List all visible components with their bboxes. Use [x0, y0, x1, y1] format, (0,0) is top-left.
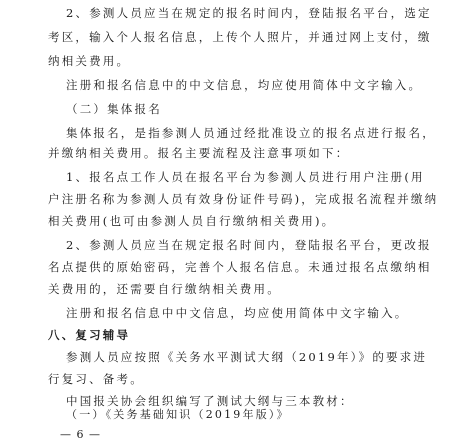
paragraph-line: 相关费用(也可由参测人员自行缴纳相关费用)。 — [48, 214, 336, 228]
paragraph-line: 1、报名点工作人员在报名平台为参测人员进行用户注册(用 — [66, 170, 425, 184]
section-heading: （二）集体报名 — [66, 102, 162, 116]
paragraph-line: 关费用的，还需要自行缴纳相关费用。 — [48, 282, 281, 296]
paragraph-line: 参测人员应按照《关务水平测试大纲（2019年）》的要求进 — [66, 350, 428, 364]
page-number: — 6 — — [60, 428, 101, 441]
paragraph-line: 考区，输入个人报名信息，上传个人照片，并通过网上支付，缴 — [48, 30, 432, 44]
paragraph-line: 名点提供的原始密码，完善个人报名信息。未通过报名点缴纳相 — [48, 260, 432, 274]
paragraph-line: 注册和报名信息中中文信息，均应使用简体中文字输入。 — [66, 306, 409, 320]
subsection-heading: （一）《关务基础知识（2019年版）》 — [66, 408, 290, 421]
paragraph-line: 并缴纳相关费用。报名主要流程及注意事项如下： — [48, 146, 350, 160]
paragraph-line: 2、参测人员应当在规定的报名时间内，登陆报名平台，选定 — [66, 6, 432, 20]
paragraph-line: 纳相关费用。 — [48, 54, 131, 68]
paragraph-line: 行复习、备考。 — [48, 372, 144, 386]
paragraph-line: 注册和报名信息中的中文信息，均应使用简体中文字输入。 — [66, 78, 423, 92]
paragraph-line: 集体报名，是指参测人员通过经批准设立的报名点进行报名， — [66, 126, 436, 140]
paragraph-line: 中国报关协会组织编写了测试大纲与三本教材： — [66, 394, 354, 408]
section-heading: 八、复习辅导 — [48, 328, 131, 342]
paragraph-line: 户注册名称为参测人员有效身份证件号码)，完成报名流程并缴纳 — [48, 192, 439, 206]
paragraph-line: 2、参测人员应当在规定报名时间内，登陆报名平台，更改报 — [66, 238, 432, 252]
